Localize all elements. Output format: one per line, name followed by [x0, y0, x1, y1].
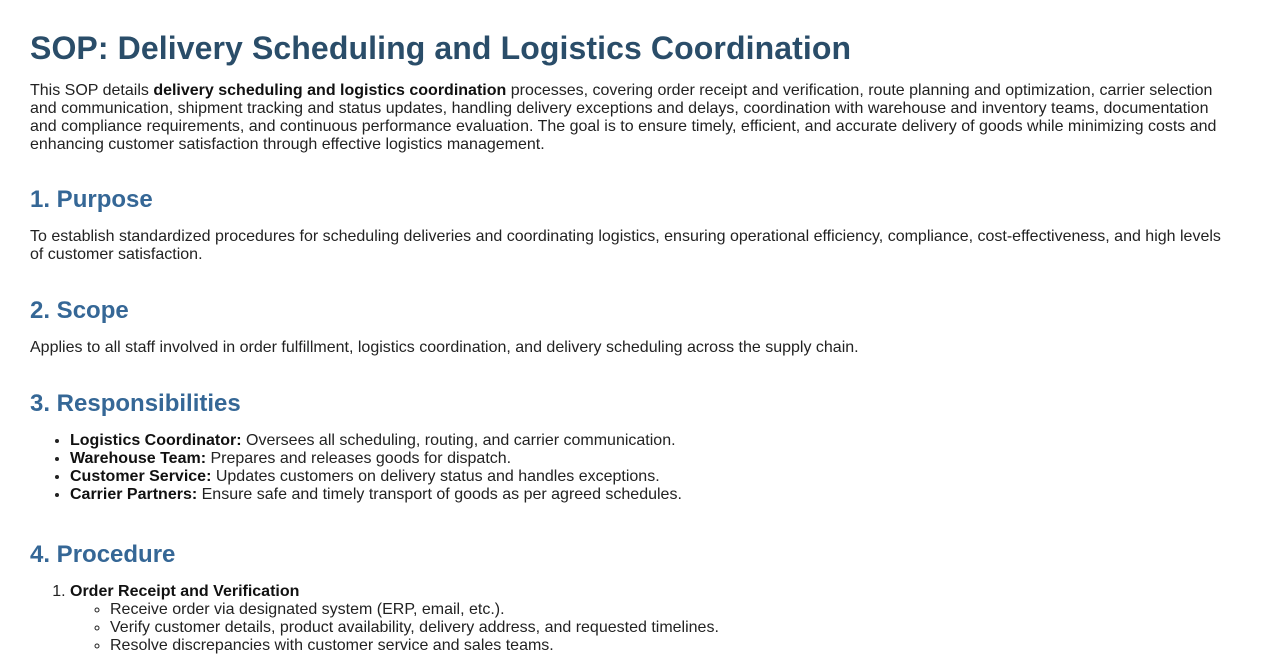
responsibility-desc: Prepares and releases goods for dispatch. — [206, 450, 512, 467]
responsibility-desc: Ensure safe and timely transport of goods as per agreed schedules. — [197, 486, 682, 503]
procedure-steps-list — [30, 583, 1230, 655]
responsibility-item — [70, 468, 1230, 486]
procedure-substep: ◦ Verify customer details, product availability, delivery address, and requested timelines. — [110, 619, 1230, 637]
procedure-substep: ◦ Resolve discrepancies with customer service and sales teams. — [110, 637, 1230, 655]
document-body — [30, 0, 1230, 655]
section-heading-responsibilities: 3. Responsibilities — [30, 390, 241, 417]
responsibilities-list — [30, 432, 1230, 504]
responsibility-item — [70, 450, 1230, 468]
section-heading-procedure: 4. Procedure — [30, 541, 176, 568]
procedure-step-title: Order Receipt and Verification — [70, 583, 300, 600]
procedure-substeps-list — [70, 601, 1230, 655]
responsibility-role: Warehouse Team: — [70, 450, 207, 467]
responsibility-desc: Oversees all scheduling, routing, and carrier communication. — [241, 432, 676, 449]
procedure-substep: ◦ Receive order via designated system (ERP, email, etc.). — [110, 601, 1230, 619]
section-heading-purpose: 1. Purpose — [30, 186, 153, 213]
responsibility-role: Carrier Partners: — [70, 486, 198, 503]
procedure-step — [70, 583, 1230, 655]
page-title: SOP: Delivery Scheduling and Logistics Coordination — [30, 30, 852, 66]
intro-text-end: processes, covering order receipt and verification, route planning and optimization, carrier selection and communication, shipment tracking and status updates, handling delivery exceptions and delays, coordination with warehouse and inventory teams, documentation and compliance requirements, and continuous performance evaluation. The goal is to ensure timely, efficient, and accurate delivery of goods while minimizing costs and enhancing customer satisfaction through effective logistics management. — [30, 82, 1217, 153]
purpose-text: To establish standardized procedures for scheduling deliveries and coordinating logistics, ensuring operational efficiency, compliance, cost-effectiveness, and high levels of customer satisfaction. — [30, 228, 1221, 263]
responsibility-role: Customer Service: — [70, 468, 212, 485]
intro-bold-text: delivery scheduling and logistics coordination — [153, 82, 507, 99]
responsibility-item — [70, 432, 1230, 450]
responsibility-item — [70, 486, 1230, 504]
responsibility-desc: Updates customers on delivery status and handles exceptions. — [211, 468, 660, 485]
section-heading-scope: 2. Scope — [30, 297, 129, 324]
responsibility-role: Logistics Coordinator: — [70, 432, 242, 449]
intro-text-start: This SOP details — [30, 82, 154, 99]
scope-text: Applies to all staff involved in order fulfillment, logistics coordination, and delivery scheduling across the supply chain. — [30, 339, 859, 356]
intro-paragraph — [30, 82, 1230, 154]
